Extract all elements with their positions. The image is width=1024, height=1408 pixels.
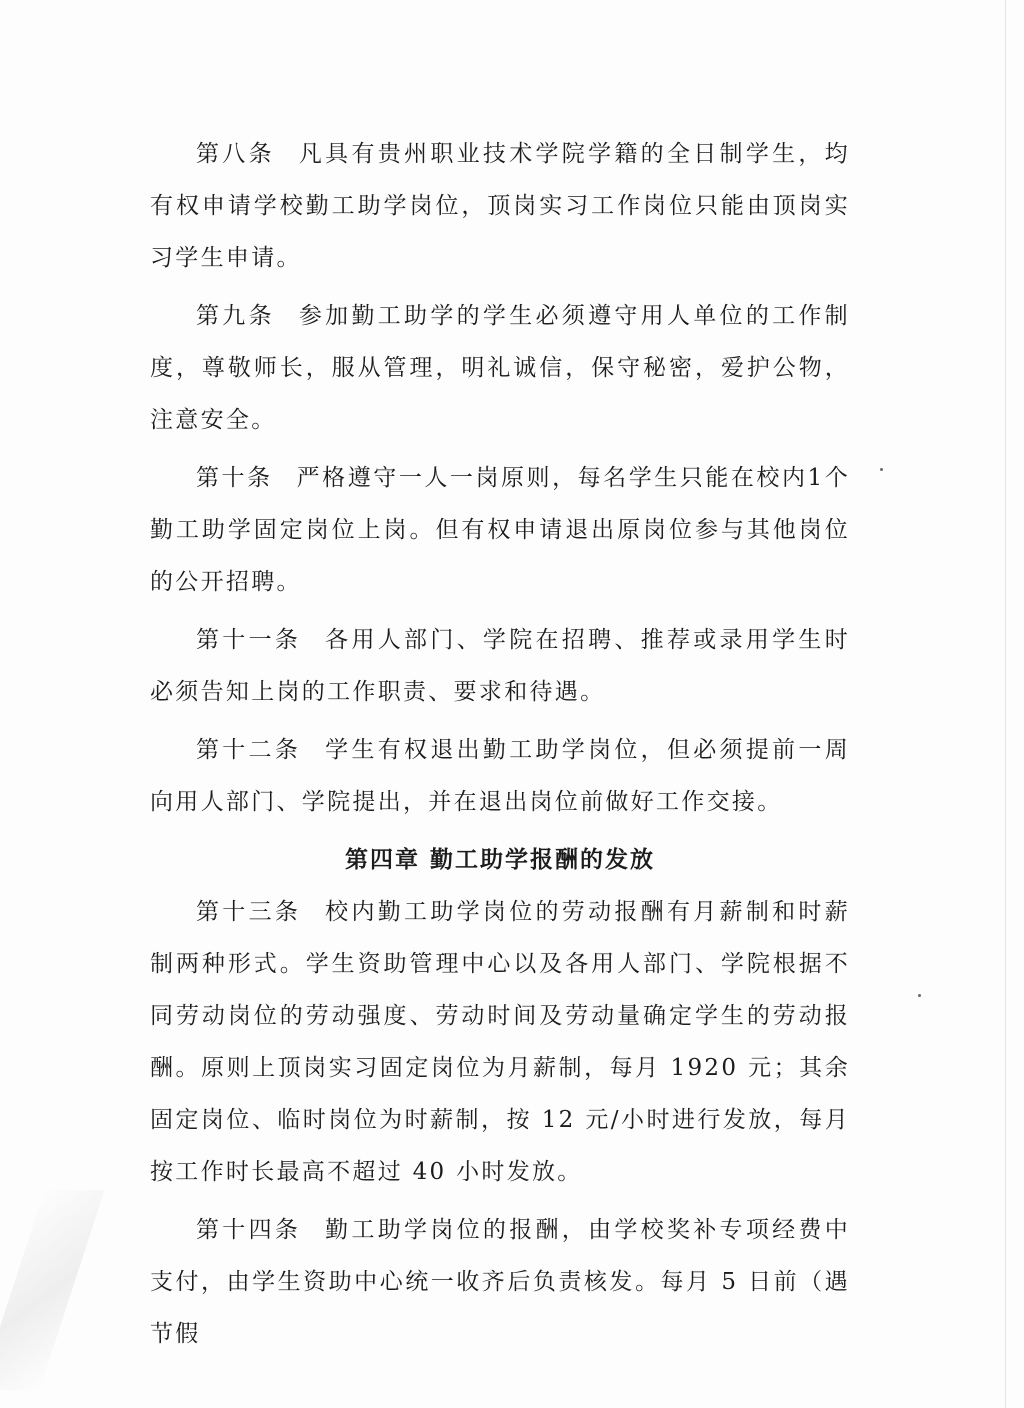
scan-edge-line	[1005, 0, 1006, 1408]
article-number: 第十三条	[196, 899, 302, 925]
article-number: 第十一条	[196, 627, 302, 653]
article-text: 学生有权退出勤工助学岗位，但必须提前一周向用人部门、学院提出，并在退出岗位前做好工作交接。	[150, 737, 851, 815]
article-11	[150, 614, 850, 718]
scan-speck	[880, 468, 883, 471]
article-8	[150, 128, 850, 284]
article-number: 第十四条	[196, 1217, 302, 1243]
article-number: 第九条	[196, 303, 275, 329]
chapter-heading: 第四章 勤工助学报酬的发放	[344, 846, 655, 873]
article-text: 严格遵守一人一岗原则，每名学生只能在校内1个勤工助学固定岗位上岗。但有权申请退出原岗位参与其他岗位的公开招聘。	[150, 465, 851, 595]
article-text: 校内勤工助学岗位的劳动报酬有月薪制和时薪制两种形式。学生资助管理中心以及各用人部门、学院根据不同劳动岗位的劳动强度、劳动时间及劳动量确定学生的劳动报酬。原则上顶岗实习固定岗位为月薪制，每月 1920 元；其余固定岗位、临时岗位为时薪制，按 12 元/小时进行发放，每月按工作时长最高不超过 40 小时发放。	[150, 899, 851, 1185]
scan-speck	[918, 994, 921, 997]
scan-shadow	[0, 1190, 104, 1390]
article-text: 各用人部门、学院在招聘、推荐或录用学生时必须告知上岗的工作职责、要求和待遇。	[150, 627, 851, 705]
article-9	[150, 290, 850, 446]
article-number: 第十条	[196, 465, 273, 491]
article-13	[150, 886, 850, 1198]
article-12	[150, 724, 850, 828]
article-number: 第十二条	[196, 737, 302, 763]
article-number: 第八条	[196, 141, 275, 167]
document-body	[150, 128, 850, 1366]
article-text: 参加勤工助学的学生必须遵守用人单位的工作制度，尊敬师长，服从管理，明礼诚信，保守秘密，爱护公物，注意安全。	[150, 303, 850, 433]
article-text: 勤工助学岗位的报酬，由学校奖补专项经费中支付，由学生资助中心统一收齐后负责核发。每月 5 日前（遇节假	[150, 1217, 851, 1347]
article-14	[150, 1204, 850, 1360]
article-text: 凡具有贵州职业技术学院学籍的全日制学生，均有权申请学校勤工助学岗位，顶岗实习工作岗位只能由顶岗实习学生申请。	[150, 141, 850, 271]
article-10	[150, 452, 850, 608]
